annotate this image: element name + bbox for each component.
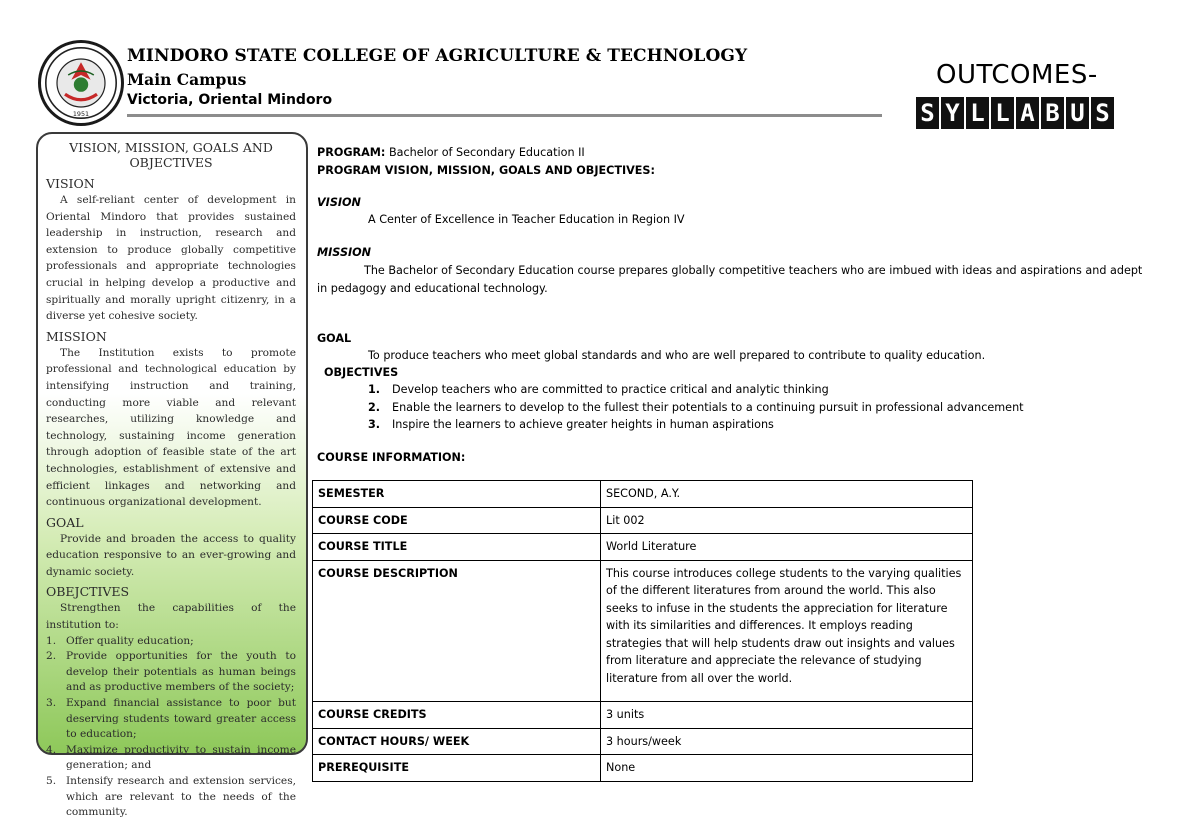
program-goal-text: To produce teachers who meet global standards and who are well prepared to contribute to quality education. <box>368 349 986 362</box>
panel-title-line2: OBJECTIVES <box>129 155 213 170</box>
table-row <box>313 755 973 782</box>
list-item: 3. Inspire the learners to achieve greater heights in human aspirations <box>368 418 774 431</box>
program-label: PROGRAM: <box>317 146 386 159</box>
table-row <box>313 481 973 508</box>
syllabus-letter: B <box>1041 97 1064 129</box>
institution-goal-text: Provide and broaden the access to quality education responsive to an ever-growing and dynamic society. <box>46 532 296 578</box>
campus-location: Victoria, Oriental Mindoro <box>127 92 333 108</box>
syllabus-letter: L <box>966 97 989 129</box>
program-vmgo-heading: PROGRAM VISION, MISSION, GOALS AND OBJECTIVES: <box>317 164 655 177</box>
institution-goal-heading: GOAL <box>46 514 84 530</box>
seal-year: 1951 <box>72 109 90 118</box>
syllabus-letter: S <box>1091 97 1114 129</box>
program-vision-heading: VISION <box>317 196 361 209</box>
syllabus-letter: U <box>1066 97 1089 129</box>
panel-title-line1: VISION, MISSION, GOALS AND <box>69 140 273 155</box>
list-item: 3. Expand financial assistance to poor but deserving students toward greater access to education; <box>46 697 296 741</box>
table-row <box>313 507 973 534</box>
program-mission-heading: MISSION <box>317 246 372 259</box>
panel-title <box>46 140 296 170</box>
list-item: 2. Provide opportunities for the youth to develop their potentials as human beings and as productive members of the society; <box>46 650 296 694</box>
table-row <box>313 560 973 702</box>
institution-vision-text: A self-reliant center of development in Oriental Mindoro that provides sustained leadership in instruction, research and extension to produce globally competitive professionals and appropriate technologies crucial in helping develop a productive and spiritually and morally upright citizenry, in a diverse yet cohesive society. <box>46 194 296 323</box>
program-value: Bachelor of Secondary Education II <box>385 146 585 159</box>
course-information-table <box>312 480 973 782</box>
program-line <box>317 146 585 159</box>
table-key-cell: COURSE DESCRIPTION <box>313 560 601 702</box>
table-value-cell: SECOND, A.Y. <box>601 481 973 508</box>
institution-mission-heading: MISSION <box>46 328 107 344</box>
table-key-cell: COURSE CREDITS <box>313 702 601 729</box>
table-value-cell: This course introduces college students to the varying qualities of the different literatures from around the world. This also seeks to infuse in the students the appreciation for literature with its similarities and differences. It employs reading strategies that will help students draw out insights and values from literature and appreciate the relevance of studying literature from all over the world. <box>601 560 973 702</box>
table-key-cell: CONTACT HOURS/ WEEK <box>313 728 601 755</box>
college-name: MINDORO STATE COLLEGE OF AGRICULTURE & TECHNOLOGY <box>127 46 748 66</box>
outcomes-title: OUTCOMES- <box>936 60 1098 90</box>
list-item: 1. Develop teachers who are committed to practice critical and analytic thinking <box>368 383 829 396</box>
table-key-cell: SEMESTER <box>313 481 601 508</box>
table-key-cell: PREREQUISITE <box>313 755 601 782</box>
seal-emblem-icon <box>41 43 121 123</box>
institution-objectives-list <box>46 634 296 821</box>
institution-vision-heading: VISION <box>46 176 95 191</box>
table-row <box>313 728 973 755</box>
college-seal-logo <box>38 40 124 126</box>
header-divider <box>127 114 882 117</box>
table-row <box>313 534 973 561</box>
course-information-heading: COURSE INFORMATION: <box>317 451 466 464</box>
list-item: 2. Enable the learners to develop to the fullest their potentials to a continuing pursuit in professional advancement <box>368 401 1024 414</box>
table-key-cell: COURSE CODE <box>313 507 601 534</box>
list-item: 5. Intensify research and extension services, which are relevant to the needs of the community. <box>46 775 296 819</box>
syllabus-letter: L <box>991 97 1014 129</box>
syllabus-title <box>916 97 1114 129</box>
list-item: 1. Offer quality education; <box>46 634 194 647</box>
table-row <box>313 702 973 729</box>
program-goal-heading: GOAL <box>317 332 352 345</box>
program-objectives-heading: OBJECTIVES <box>324 366 399 379</box>
institution-objectives-intro: Strengthen the capabilities of the institution to: <box>46 602 296 632</box>
campus-name: Main Campus <box>127 70 247 89</box>
institution-vmgo-panel <box>36 132 308 819</box>
table-value-cell: World Literature <box>601 534 973 561</box>
table-value-cell: None <box>601 755 973 782</box>
table-key-cell: COURSE TITLE <box>313 534 601 561</box>
syllabus-letter: S <box>916 97 939 129</box>
list-item: 4. Maximize productivity to sustain income generation; and <box>46 743 296 772</box>
program-mission-text: The Bachelor of Secondary Education course prepares globally competitive teachers who are imbued with ideas and aspirations and adept in pedagogy and educational technology. <box>317 264 1143 295</box>
program-vision-text: A Center of Excellence in Teacher Education in Region IV <box>368 213 685 226</box>
institution-mission-text: The Institution exists to promote professional and technological education by intensifying instruction and training, conducting more viable and relevant researches, utilizing knowledge and technology, sustaining income generation through adoption of feasible state of the art technologies, establishment of extensive and efficient linkages and networking and continuous organizational development. <box>46 346 296 509</box>
institution-objectives-heading: OBEJCTIVES <box>46 584 130 600</box>
table-value-cell: 3 units <box>601 702 973 729</box>
table-value-cell: Lit 002 <box>601 507 973 534</box>
table-value-cell: 3 hours/week <box>601 728 973 755</box>
syllabus-letter: Y <box>941 97 964 129</box>
syllabus-letter: A <box>1016 97 1039 129</box>
